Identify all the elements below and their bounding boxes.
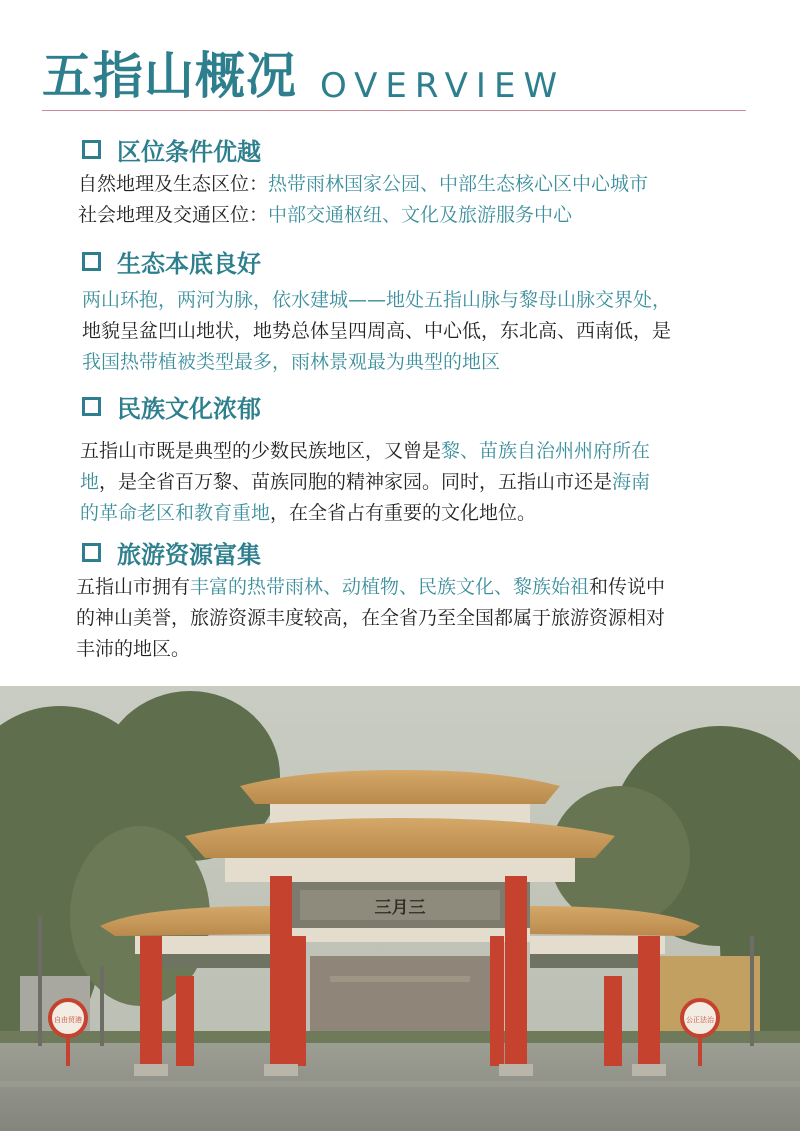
section-title: 民族文化浓郁	[117, 394, 261, 423]
square-bullet-icon	[82, 543, 101, 562]
text-run: 地貌呈盆凹山地状，地势总体呈四周高、中心低，东北高、西南低，是	[82, 320, 672, 342]
sign-right-text: 公正法治	[686, 1016, 714, 1024]
header-divider	[42, 110, 746, 111]
section-location	[78, 133, 748, 231]
body-line	[76, 634, 746, 665]
square-bullet-icon	[82, 140, 101, 159]
page-subtitle-en: OVERVIEW	[320, 66, 566, 106]
body-line	[80, 467, 748, 498]
text-run: 的神山美誉，旅游资源丰度较高，在全省乃至全国都属于旅游资源相对	[76, 607, 666, 629]
section-culture	[78, 390, 748, 529]
text-run: 丰沛的地区。	[76, 638, 191, 660]
section-tourism	[76, 536, 746, 665]
section-title: 区位条件优越	[117, 137, 261, 166]
section-heading	[78, 390, 748, 422]
square-bullet-icon	[82, 252, 101, 271]
archway-illustration	[0, 686, 800, 1131]
page-title: 五指山概况	[42, 47, 297, 105]
archway-photo	[0, 686, 800, 1131]
text-run: 五指山市既是典型的少数民族地区，又曾是	[80, 440, 442, 462]
section-heading	[78, 133, 748, 165]
highlight-text: 热带雨林国家公园、中部生态核心区中心城市	[268, 173, 649, 195]
square-bullet-icon	[82, 397, 101, 416]
section-ecology	[78, 245, 748, 378]
text-run: 社会地理及交通区位：	[78, 204, 269, 226]
body-line	[78, 169, 748, 200]
section-heading	[78, 536, 746, 568]
body-line	[82, 316, 748, 347]
body-line	[80, 498, 748, 529]
highlight-text: 的革命老区和教育重地	[80, 502, 271, 524]
highlight-text: 地	[80, 471, 100, 493]
body-line	[80, 436, 748, 467]
highlight-text: 海南	[612, 471, 651, 493]
highlight-text: 两山环抱，两河为脉，依水建城——地处五指山脉与黎母山脉交界处，	[82, 289, 672, 311]
highlight-text: 中部交通枢纽、文化及旅游服务中心	[268, 204, 573, 226]
body-line	[82, 347, 748, 378]
highlight-text: 我国热带植被类型最多，雨林景观最为典型的地区	[82, 351, 501, 373]
body-line	[82, 285, 748, 316]
body-line	[76, 572, 746, 603]
section-heading	[78, 245, 748, 277]
sign-left-text: 自由贸港	[54, 1016, 82, 1024]
highlight-text: 黎、苗族自治州州府所在	[441, 440, 651, 462]
text-run: 和传说中	[589, 576, 666, 598]
text-run: ，是全省百万黎、苗族同胞的精神家园。同时，五指山市还是	[99, 471, 613, 493]
body-line	[78, 200, 748, 231]
gate-plaque-text: 三月三	[374, 898, 426, 918]
text-run: 自然地理及生态区位：	[78, 173, 269, 195]
text-run: ，在全省占有重要的文化地位。	[270, 502, 537, 524]
body-line	[76, 603, 746, 634]
highlight-text: 丰富的热带雨林、动植物、民族文化、黎族始祖	[190, 576, 590, 598]
text-run: 五指山市拥有	[76, 576, 191, 598]
section-title: 生态本底良好	[117, 249, 261, 278]
section-title: 旅游资源富集	[117, 540, 261, 569]
